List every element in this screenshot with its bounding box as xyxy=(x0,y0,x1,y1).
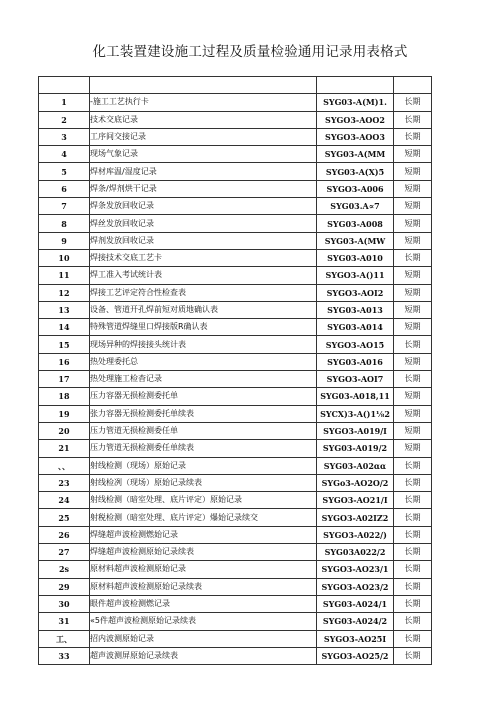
cell-term: 长期 xyxy=(394,526,432,543)
table-row xyxy=(39,111,432,128)
cell-term: 短期 xyxy=(394,405,432,422)
cell-term: 短期 xyxy=(394,301,432,318)
cell-term: 长期 xyxy=(394,371,432,388)
cell-no: 26 xyxy=(39,526,90,543)
cell-code: SYGo3-AO2O/2 xyxy=(317,474,394,491)
cell-code: SYGO3-AO25/2 xyxy=(317,647,394,664)
cell-name: 焊接工艺评定符合性检查表 xyxy=(90,284,317,301)
cell-code: SYG03.A∝7 xyxy=(317,198,394,215)
cell-no: 23 xyxy=(39,474,90,491)
cell-no: 9 xyxy=(39,232,90,249)
cell-no: 15 xyxy=(39,336,90,353)
cell-no: 5 xyxy=(39,163,90,180)
cell-term: 长期 xyxy=(394,630,432,647)
cell-name: 焊缝超声波检测原始记录续表 xyxy=(90,544,317,561)
cell-name: 焊材库温/湿度记录 xyxy=(90,163,317,180)
cell-no: 11 xyxy=(39,267,90,284)
cell-name: 原材料超声波检测原始记录 xyxy=(90,561,317,578)
cell-term: 长期 xyxy=(394,128,432,145)
cell-name: «5件超声波检测原始记录续表 xyxy=(90,613,317,630)
cell-term: 短期 xyxy=(394,422,432,439)
cell-term: 短期 xyxy=(394,267,432,284)
cell-name: 工序间交接记录 xyxy=(90,128,317,145)
cell-code: SYG03-A(M)1. xyxy=(317,94,394,111)
cell-term: 长期 xyxy=(394,561,432,578)
cell-no: 14 xyxy=(39,319,90,336)
cell-term: 长期 xyxy=(394,457,432,474)
cell-no: 30 xyxy=(39,595,90,612)
table-row xyxy=(39,180,432,197)
cell-name: 射税检测（暗室处理、底片评定）爆始记录续交 xyxy=(90,509,317,526)
cell-no: 13 xyxy=(39,301,90,318)
cell-name: 焊工准入考试统计表 xyxy=(90,267,317,284)
cell-term: 长期 xyxy=(394,544,432,561)
cell-code: SYGO3-AO25I xyxy=(317,630,394,647)
cell-name: 张力容器无损检测委托单续表 xyxy=(90,405,317,422)
table-row xyxy=(39,215,432,232)
cell-no: 1 xyxy=(39,94,90,111)
cell-code: SYG03-A02αα xyxy=(317,457,394,474)
cell-no: 24 xyxy=(39,492,90,509)
table-row xyxy=(39,284,432,301)
table-row xyxy=(39,405,432,422)
table-row xyxy=(39,561,432,578)
cell-code: SYCX)3-A()1⅛2 xyxy=(317,405,394,422)
cell-no: 8 xyxy=(39,215,90,232)
table-row xyxy=(39,492,432,509)
cell-term: 短期 xyxy=(394,146,432,163)
cell-code: SYG03-A019/2 xyxy=(317,440,394,457)
table-row xyxy=(39,353,432,370)
cell-term: 长期 xyxy=(394,595,432,612)
cell-code: SYG03-A014 xyxy=(317,319,394,336)
cell-term xyxy=(394,77,432,94)
cell-code: SYG03-A(MM xyxy=(317,146,394,163)
cell-code: SYG03-A013 xyxy=(317,301,394,318)
cell-term: 短期 xyxy=(394,232,432,249)
table-row xyxy=(39,388,432,405)
cell-no: 17 xyxy=(39,371,90,388)
cell-code: SYG03-A010 xyxy=(317,249,394,266)
cell-term: 长期 xyxy=(394,578,432,595)
table-row xyxy=(39,249,432,266)
cell-code: SYGO3-AOO2 xyxy=(317,111,394,128)
cell-code: SYG03-A024/1 xyxy=(317,595,394,612)
cell-name: 焊缝超声波检测燃始记录 xyxy=(90,526,317,543)
table-row xyxy=(39,544,432,561)
cell-term: 长期 xyxy=(394,249,432,266)
table-row xyxy=(39,613,432,630)
cell-name: 压力管道无损检测委任单续表 xyxy=(90,440,317,457)
cell-code: SYGO3-A019/I xyxy=(317,422,394,439)
cell-term: 短期 xyxy=(394,284,432,301)
cell-term: 短期 xyxy=(394,440,432,457)
cell-name xyxy=(90,77,317,94)
cell-name: -施工工艺执行卡 xyxy=(90,94,317,111)
cell-term: 短期 xyxy=(394,163,432,180)
table-row xyxy=(39,371,432,388)
cell-no: 19 xyxy=(39,405,90,422)
table-row xyxy=(39,509,432,526)
table-row xyxy=(39,457,432,474)
table-row xyxy=(39,163,432,180)
cell-name: 技术交底记录 xyxy=(90,111,317,128)
cell-code: SYG03-A(X)5 xyxy=(317,163,394,180)
cell-code: SYG03-A016 xyxy=(317,353,394,370)
table-row xyxy=(39,128,432,145)
cell-term: 短期 xyxy=(394,180,432,197)
cell-term: 长期 xyxy=(394,492,432,509)
cell-code: SYGO3-AOI7 xyxy=(317,371,394,388)
table-row xyxy=(39,474,432,491)
cell-name: 现场气象记录 xyxy=(90,146,317,163)
cell-no: 12 xyxy=(39,284,90,301)
cell-term: 长期 xyxy=(394,509,432,526)
cell-name: 原材料超声波检测原始记录续表 xyxy=(90,578,317,595)
cell-no: 18 xyxy=(39,388,90,405)
cell-code: SYGO3-A()11 xyxy=(317,267,394,284)
cell-name: 焊条/焊剂烘干记录 xyxy=(90,180,317,197)
cell-no: 、、 xyxy=(39,457,90,474)
table-row xyxy=(39,526,432,543)
table-row-empty xyxy=(39,77,432,94)
table-row xyxy=(39,595,432,612)
cell-name: 射线检冽（现场）原始记录续表 xyxy=(90,474,317,491)
table-row xyxy=(39,267,432,284)
cell-code: SYG03-A024/2 xyxy=(317,613,394,630)
cell-name: 焊丝发放回收记录 xyxy=(90,215,317,232)
cell-name: 焊接技术交底工艺卡 xyxy=(90,249,317,266)
cell-no: 6 xyxy=(39,180,90,197)
table-row xyxy=(39,319,432,336)
cell-no: 7 xyxy=(39,198,90,215)
cell-code: SYGO3-A022/) xyxy=(317,526,394,543)
cell-name: 射线检测（现场）原始记录 xyxy=(90,457,317,474)
cell-no: 10 xyxy=(39,249,90,266)
cell-no: 25 xyxy=(39,509,90,526)
table-row xyxy=(39,94,432,111)
cell-no: 工、 xyxy=(39,630,90,647)
cell-term: 长期 xyxy=(394,474,432,491)
cell-code: SYGO3-AO15 xyxy=(317,336,394,353)
table-row xyxy=(39,440,432,457)
cell-term: 长期 xyxy=(394,94,432,111)
cell-term: 长期 xyxy=(394,647,432,664)
cell-term: 短期 xyxy=(394,215,432,232)
cell-term: 长期 xyxy=(394,111,432,128)
cell-no: 31 xyxy=(39,613,90,630)
table-row xyxy=(39,198,432,215)
table-row xyxy=(39,232,432,249)
cell-code: SYGO3-AOI2 xyxy=(317,284,394,301)
table-row xyxy=(39,647,432,664)
cell-name: 压力管道无损检测委任单 xyxy=(90,422,317,439)
cell-name: 眼件超声波检测燃记录 xyxy=(90,595,317,612)
table-row xyxy=(39,422,432,439)
cell-code: SYG03-A018,11 xyxy=(317,388,394,405)
cell-code: SYGO3-A02IZ2 xyxy=(317,509,394,526)
cell-term: 短期 xyxy=(394,198,432,215)
cell-name: 压力容器无损检测委托单 xyxy=(90,388,317,405)
cell-name: 现场异种的焊接接头统计表 xyxy=(90,336,317,353)
cell-no: 4 xyxy=(39,146,90,163)
cell-name: 焊条发放回收记录 xyxy=(90,198,317,215)
cell-code: SYGO3-AO23/2 xyxy=(317,578,394,595)
cell-code xyxy=(317,77,394,94)
cell-code: SYGO3-A006 xyxy=(317,180,394,197)
cell-name: 热处理委托总 xyxy=(90,353,317,370)
cell-code: SYGO3-AO21/I xyxy=(317,492,394,509)
cell-no: 2s xyxy=(39,561,90,578)
table-row xyxy=(39,301,432,318)
cell-name: 射线检测（暗室处理、底片评定）原始记录 xyxy=(90,492,317,509)
cell-term: 长期 xyxy=(394,336,432,353)
cell-no: 33 xyxy=(39,647,90,664)
cell-no: 3 xyxy=(39,128,90,145)
cell-name: 特殊管道焊缝里口焊接版R确认表 xyxy=(90,319,317,336)
document-title: 化工装置建设施工过程及质量检验通用记录用表格式 xyxy=(92,44,408,60)
record-form-table xyxy=(38,76,432,665)
cell-code: SYGO3-AO23/1 xyxy=(317,561,394,578)
cell-no: 2 xyxy=(39,111,90,128)
cell-name: 设备、管道开孔焊前短对质地确认表 xyxy=(90,301,317,318)
cell-name: 热处理施工检杳记录 xyxy=(90,371,317,388)
cell-no xyxy=(39,77,90,94)
cell-name: 超声波测屏原始记录续表 xyxy=(90,647,317,664)
table-body xyxy=(39,77,432,665)
cell-name: 焊剂发放回收记录 xyxy=(90,232,317,249)
table-row xyxy=(39,578,432,595)
table-row xyxy=(39,146,432,163)
cell-term: 短期 xyxy=(394,388,432,405)
cell-code: SYG03A022/2 xyxy=(317,544,394,561)
cell-term: 长期 xyxy=(394,613,432,630)
cell-no: 29 xyxy=(39,578,90,595)
table-row xyxy=(39,630,432,647)
cell-no: 21 xyxy=(39,440,90,457)
cell-no: 16 xyxy=(39,353,90,370)
cell-code: SYG03-A(MW xyxy=(317,232,394,249)
table-row xyxy=(39,336,432,353)
cell-term: 短期 xyxy=(394,353,432,370)
cell-no: 20 xyxy=(39,422,90,439)
cell-code: SYGO3-AOO3 xyxy=(317,128,394,145)
cell-code: SYG03-A008 xyxy=(317,215,394,232)
cell-term: 短期 xyxy=(394,319,432,336)
cell-no: 27 xyxy=(39,544,90,561)
cell-name: 招内波测原始记录 xyxy=(90,630,317,647)
